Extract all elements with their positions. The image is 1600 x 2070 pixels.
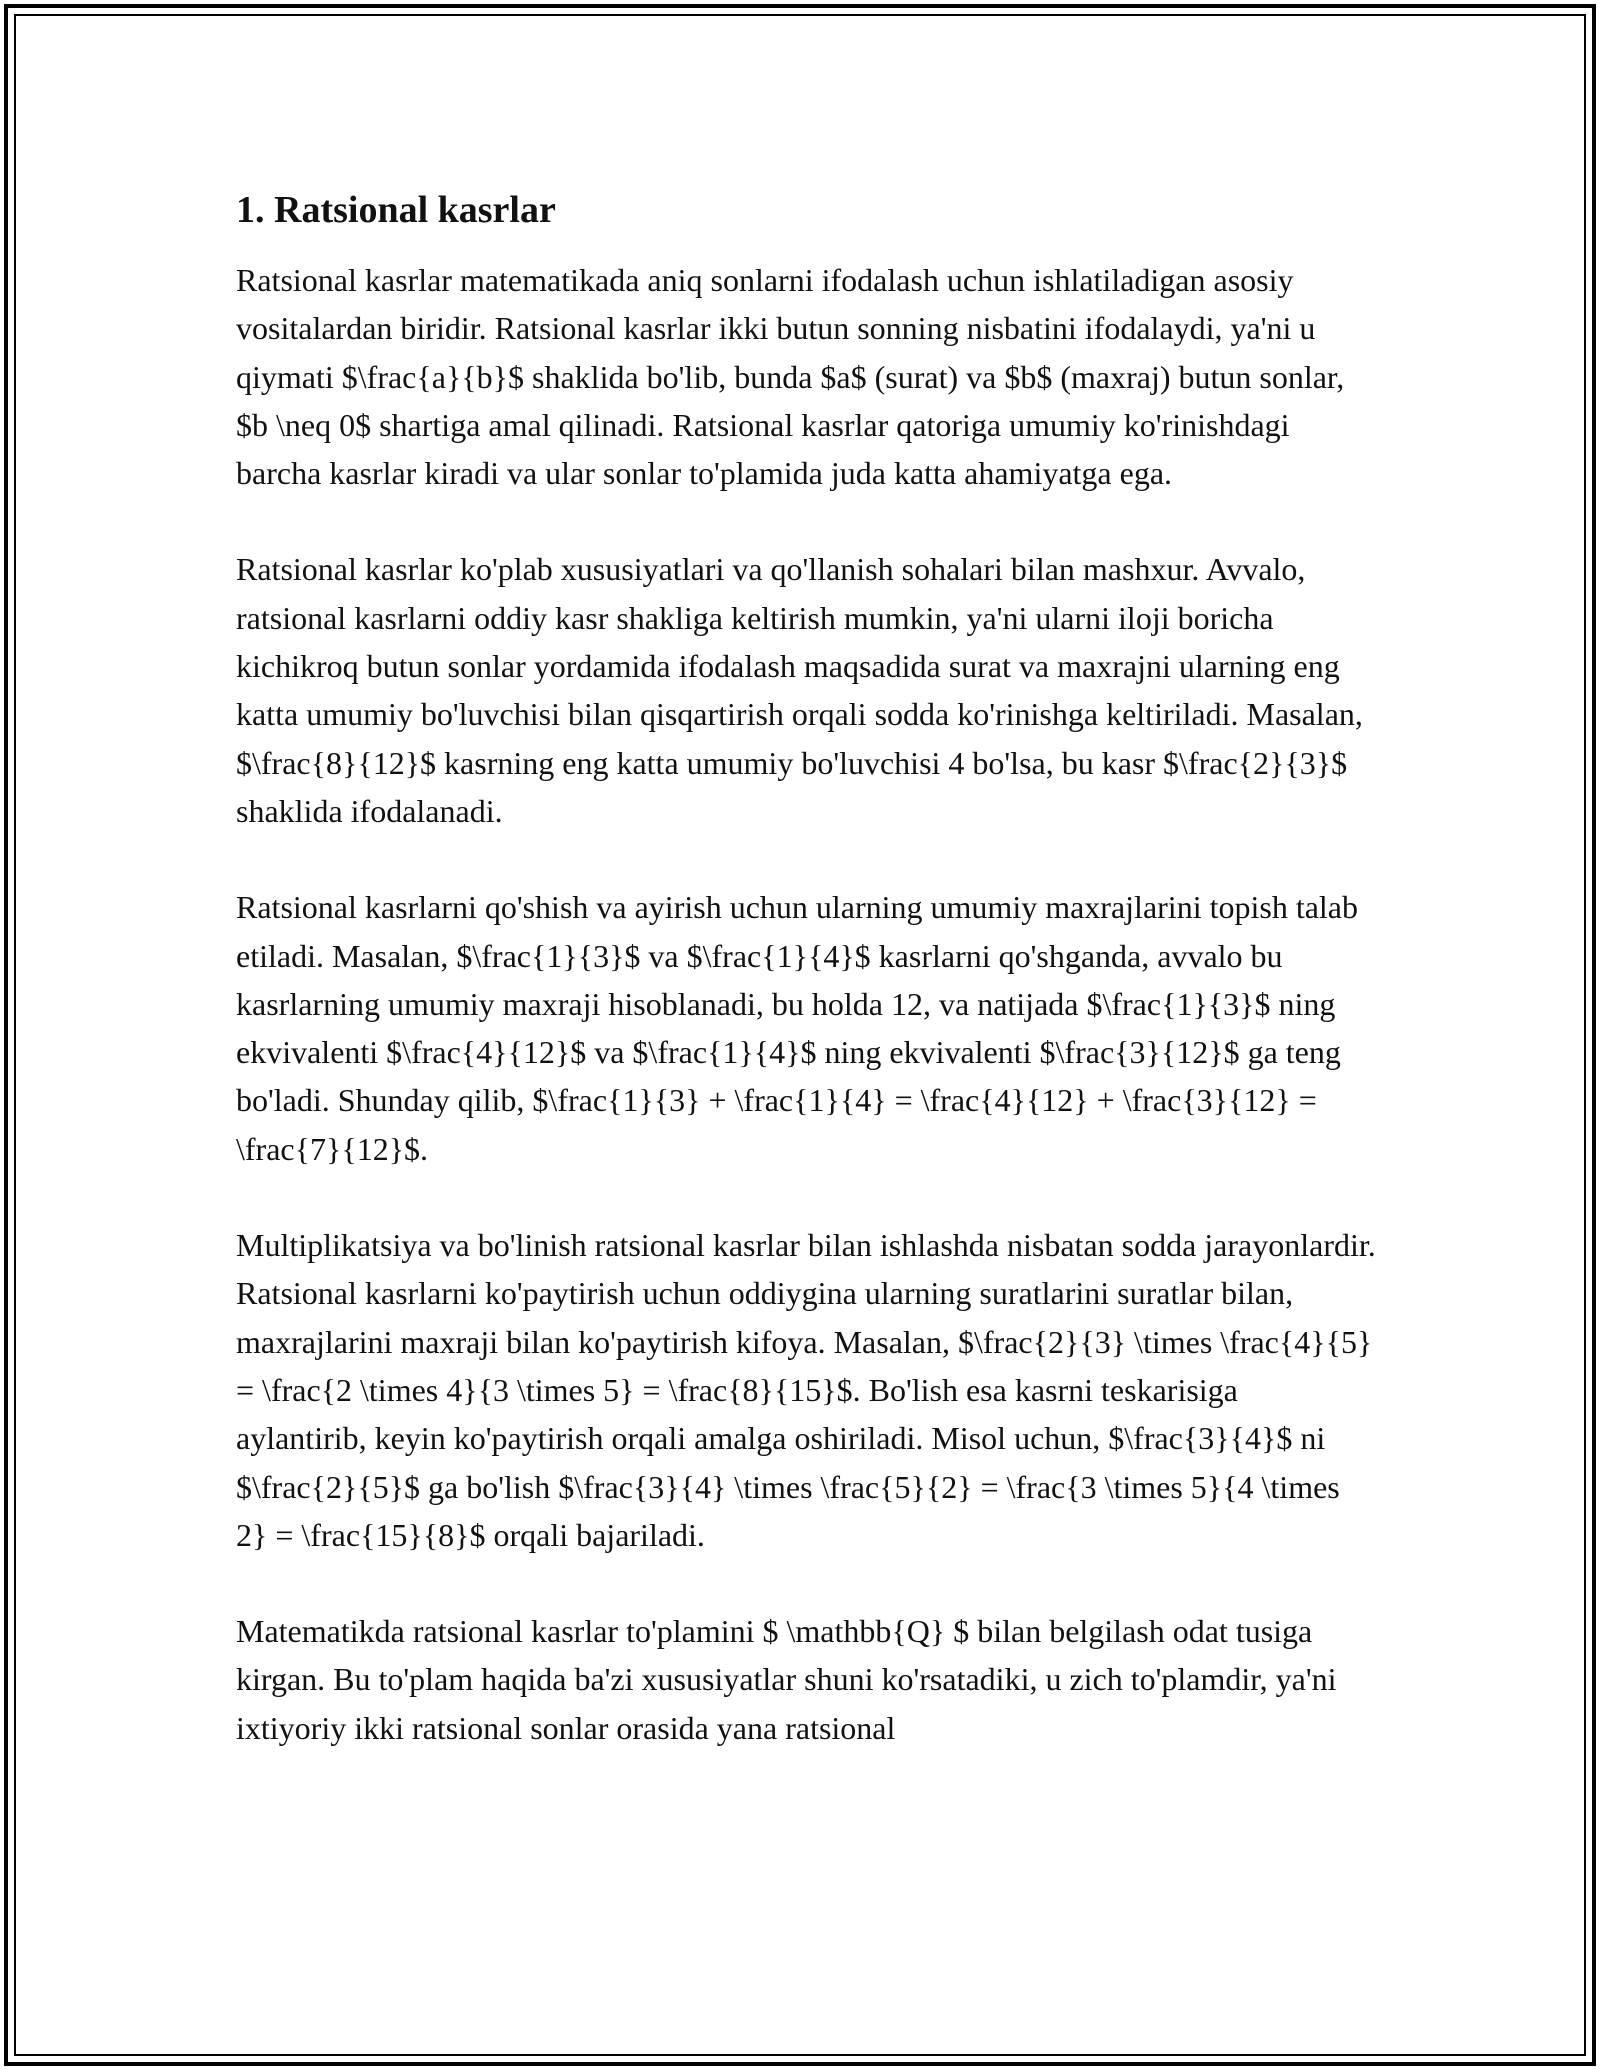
paragraph-2: Ratsional kasrlar ko'plab xususiyatlari va qo'llanish sohalari bilan mashxur. Avvalo, ratsional kasrlarni oddiy kasr shakliga keltirish mumkin, ya'ni ularni iloji boricha kichikroq butun sonlar yordamida ifodalash maqsadida surat va maxrajni ularning eng katta umumiy bo'luvchisi bilan qisqartirish orqali sodda ko'rinishga keltiriladi. Masalan, $\frac{8}{12}$ kasrning eng katta umumiy bo'luvchisi 4 bo'lsa, bu kasr $\frac{2}{3}$ shaklida ifodalanadi.: [236, 551, 1363, 829]
paragraph-5: Matematikda ratsional kasrlar to'plamini $ \mathbb{Q} $ bilan belgilash odat tusiga kirgan. Bu to'plam haqida ba'zi xususiyatlar shuni ko'rsatadiki, u zich to'plamdir, ya'ni ixtiyoriy ikki ratsional sonlar orasida yana ratsional: [236, 1613, 1337, 1746]
paragraph-3: Ratsional kasrlarni qo'shish va ayirish uchun ularning umumiy maxrajlarini topish talab etiladi. Masalan, $\frac{1}{3}$ va $\frac{1}{4}$ kasrlarni qo'shganda, avvalo bu kasrlarning umumiy maxraji hisoblanadi, bu holda 12, va natijada $\frac{1}{3}$ ning ekvivalenti $\frac{4}{12}$ va $\frac{1}{4}$ ning ekvivalenti $\frac{3}{12}$ ga teng bo'ladi. Shunday qilib, $\frac{1}{3} + \frac{1}{4} = \frac{4}{12} + \frac{3}{12} = \frac{7}{12}$.: [236, 889, 1358, 1167]
paragraph-1: Ratsional kasrlar matematikada aniq sonlarni ifodalash uchun ishlatiladigan asosiy vositalardan biridir. Ratsional kasrlar ikki butun sonning nisbatini ifodalaydi, ya'ni u qiymati $\frac{a}{b}$ shaklida bo'lib, bunda $a$ (surat) va $b$ (maxraj) butun sonlar, $b \neq 0$ shartiga amal qilinadi. Ratsional kasrlar qatoriga umumiy ko'rinishdagi barcha kasrlar kiradi va ular sonlar to'plamida juda katta ahamiyatga ega.: [236, 262, 1345, 492]
paragraph-4: Multiplikatsiya va bo'linish ratsional kasrlar bilan ishlashda nisbatan sodda jarayonlardir. Ratsional kasrlarni ko'paytirish uchun oddiygina ularning suratlarini suratlar bilan, maxrajlarini maxraji bilan ko'paytirish kifoya. Masalan, $\frac{2}{3} \times \frac{4}{5} = \frac{2 \times 4}{3 \times 5} = \frac{8}{15}$. Bo'lish esa kasrni teskarisiga aylantirib, keyin ko'paytirish orqali amalga oshiriladi. Misol uchun, $\frac{3}{4}$ ni $\frac{2}{5}$ ga bo'lish $\frac{3}{4} \times \frac{5}{2} = \frac{3 \times 5}{4 \times 2} = \frac{15}{8}$ orqali bajariladi.: [236, 1227, 1376, 1553]
section-heading: 1. Ratsional kasrlar: [236, 189, 556, 231]
document-body: [236, 186, 1376, 1800]
